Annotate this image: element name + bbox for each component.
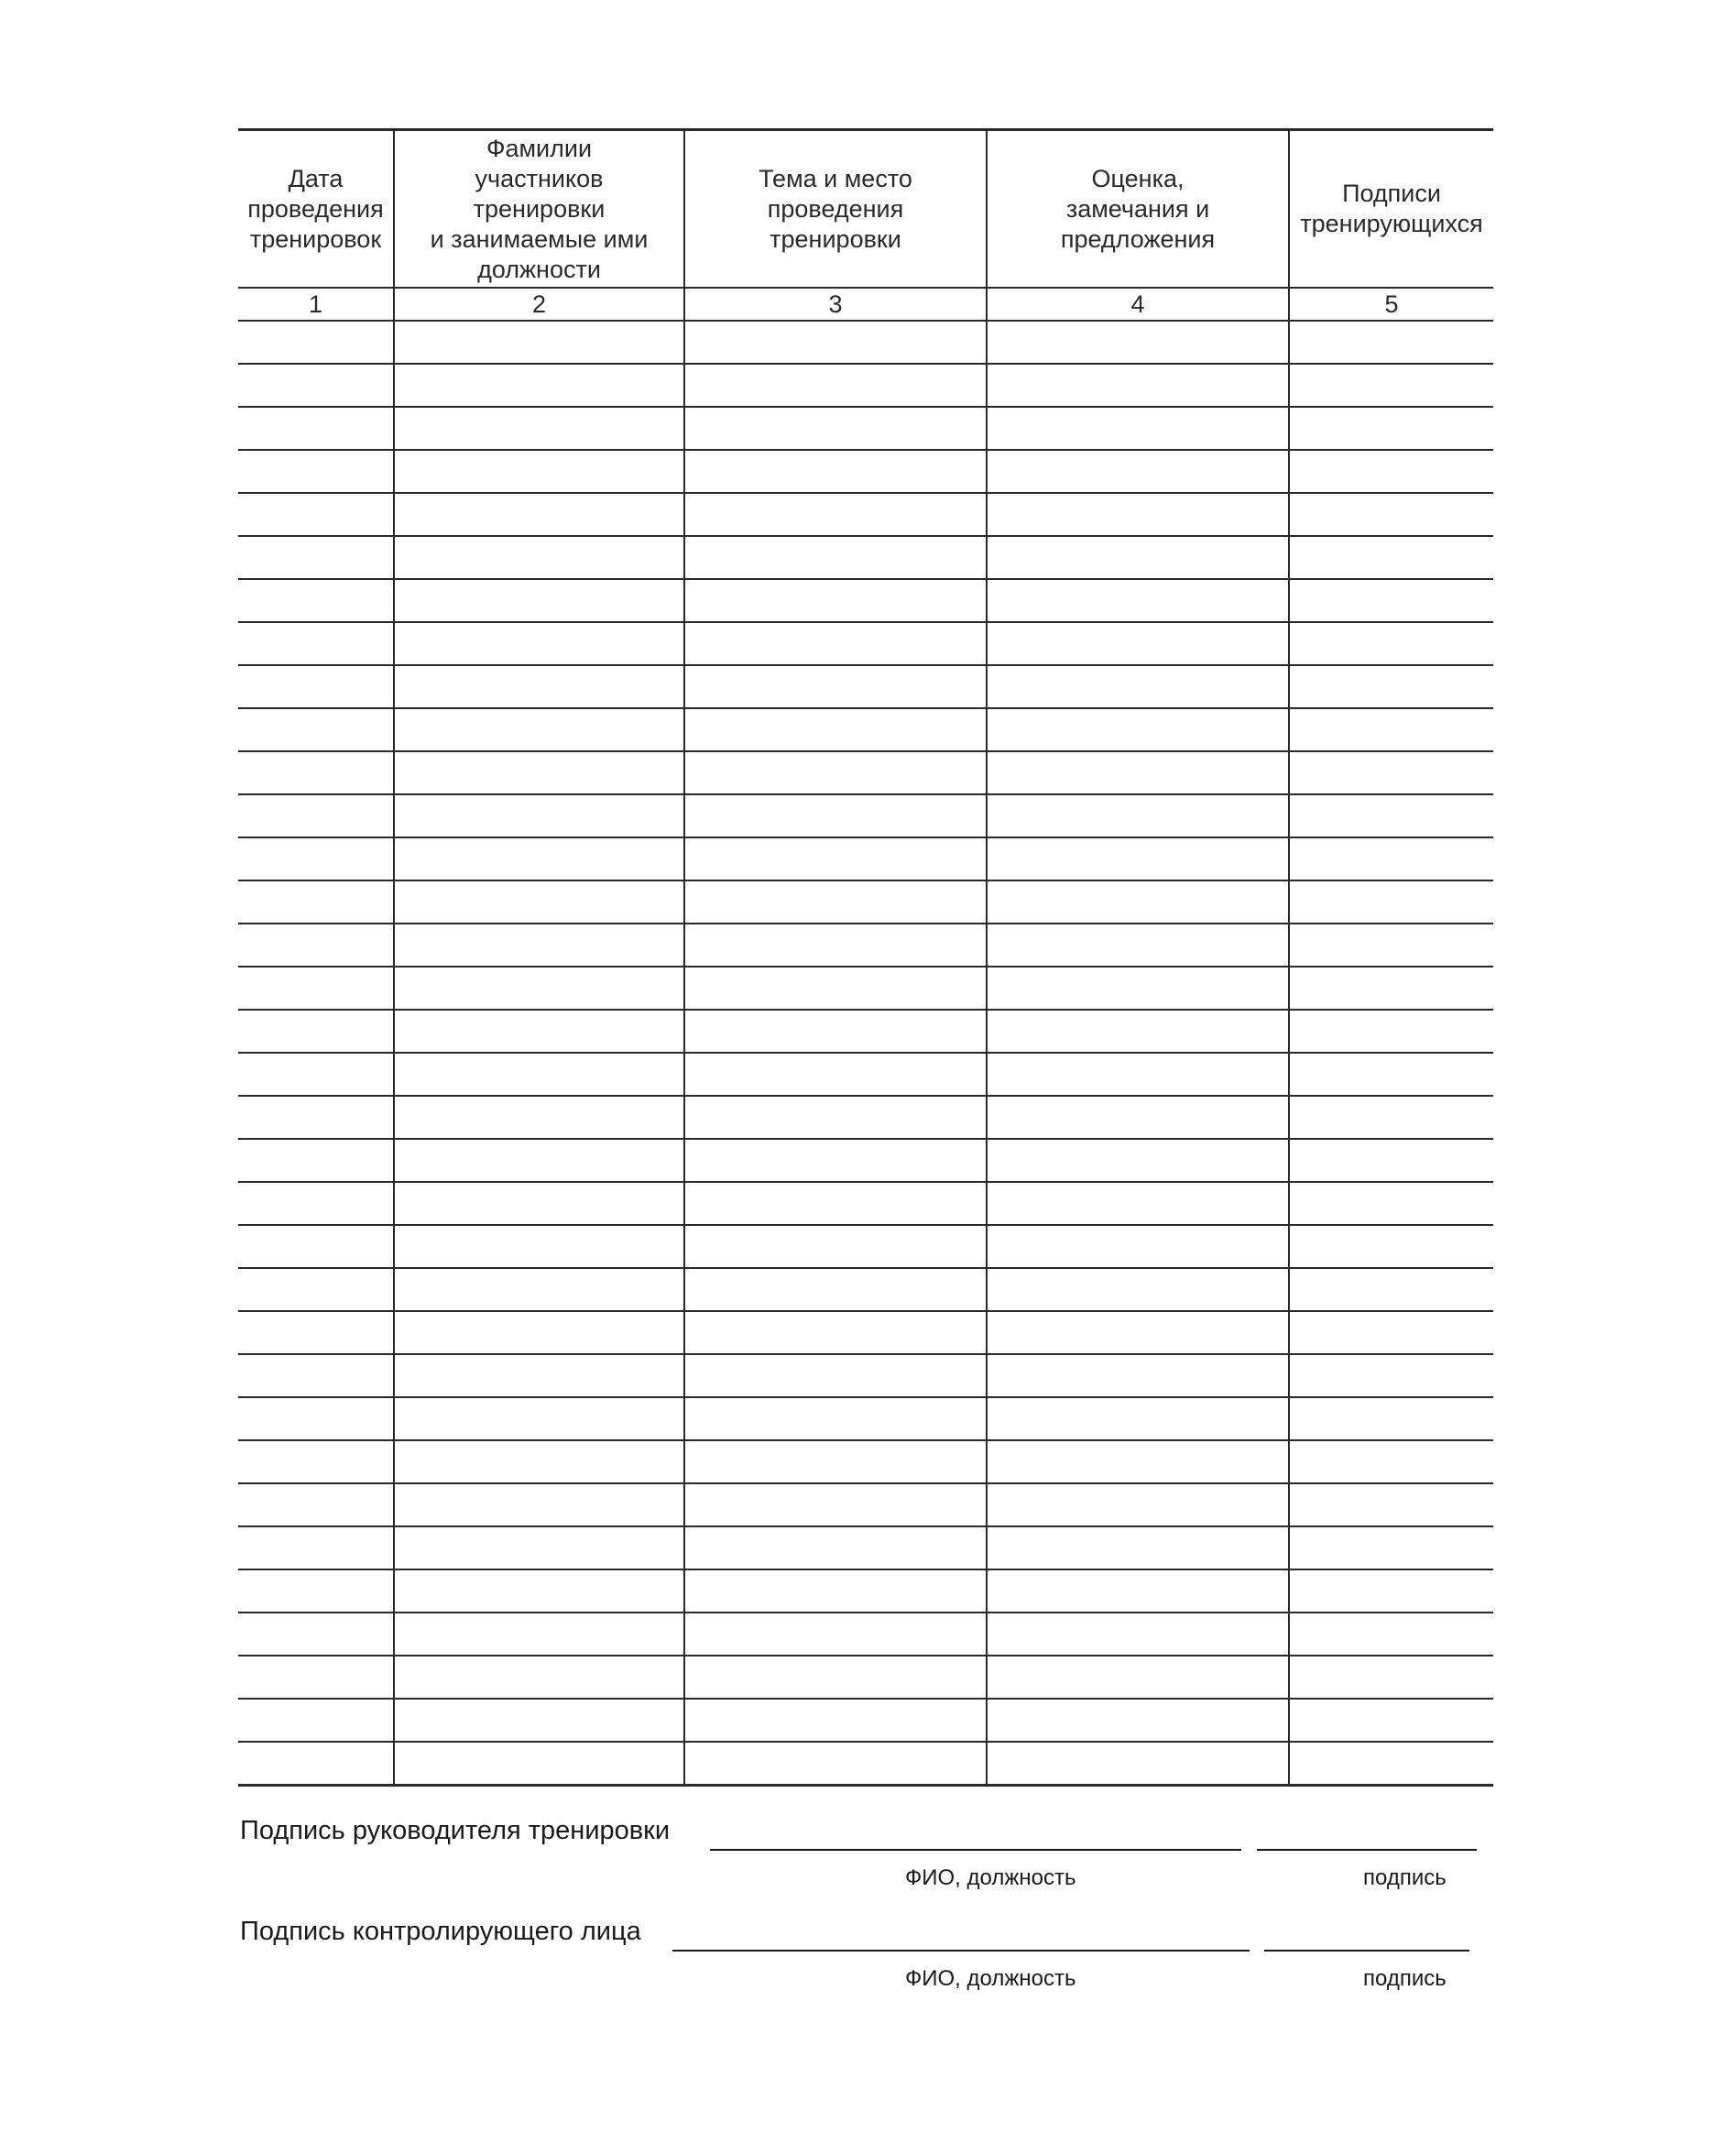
table-cell[interactable] <box>987 1096 1289 1139</box>
table-cell[interactable] <box>394 794 684 837</box>
table-cell[interactable] <box>987 364 1289 407</box>
table-cell[interactable] <box>1289 1656 1493 1699</box>
table-cell[interactable] <box>394 751 684 794</box>
table-cell[interactable] <box>1289 1742 1493 1786</box>
table-cell[interactable] <box>684 1053 987 1096</box>
table-cell[interactable] <box>238 794 394 837</box>
table-cell[interactable] <box>1289 1311 1493 1354</box>
table-cell[interactable] <box>394 1742 684 1786</box>
leader-signature-label: Подпись руководителя тренировки <box>240 1816 671 1845</box>
table-body <box>238 321 1493 1786</box>
leader-signature-line[interactable] <box>1257 1849 1477 1851</box>
table-cell[interactable] <box>394 1053 684 1096</box>
table-cell[interactable] <box>987 1354 1289 1397</box>
table-cell[interactable] <box>987 1483 1289 1526</box>
table-cell[interactable] <box>1289 579 1493 622</box>
controller-signature-caption: подпись <box>1363 1966 1447 1991</box>
table-cell[interactable] <box>1289 924 1493 967</box>
table-cell[interactable] <box>394 1483 684 1526</box>
table-row <box>238 1225 1493 1268</box>
table-cell[interactable] <box>238 1311 394 1354</box>
table-cell[interactable] <box>238 364 394 407</box>
table-row <box>238 1311 1493 1354</box>
controller-name-line[interactable] <box>672 1950 1250 1952</box>
table-cell[interactable] <box>987 579 1289 622</box>
table-cell[interactable] <box>394 622 684 665</box>
table-cell[interactable] <box>238 1225 394 1268</box>
table-cell[interactable] <box>684 1613 987 1656</box>
table-cell[interactable] <box>394 1096 684 1139</box>
table-cell[interactable] <box>1289 1268 1493 1311</box>
table-cell[interactable] <box>684 1483 987 1526</box>
table-cell[interactable] <box>238 924 394 967</box>
leader-name-line[interactable] <box>710 1849 1241 1851</box>
table-cell[interactable] <box>394 1699 684 1742</box>
table-cell[interactable] <box>394 1397 684 1440</box>
table-cell[interactable] <box>394 364 684 407</box>
table-cell[interactable] <box>238 1526 394 1569</box>
table-header-row <box>238 130 1493 289</box>
table-cell[interactable] <box>394 493 684 536</box>
table-cell[interactable] <box>394 1311 684 1354</box>
table-cell[interactable] <box>684 407 987 450</box>
table-cell[interactable] <box>1289 1053 1493 1096</box>
table-cell[interactable] <box>684 493 987 536</box>
table-cell[interactable] <box>987 1053 1289 1096</box>
table-cell[interactable] <box>1289 751 1493 794</box>
table-cell[interactable] <box>394 1010 684 1053</box>
table-cell[interactable] <box>238 665 394 708</box>
table-cell[interactable] <box>684 1139 987 1182</box>
table-cell[interactable] <box>394 708 684 751</box>
table-cell[interactable] <box>238 880 394 924</box>
table-cell[interactable] <box>394 450 684 493</box>
table-cell[interactable] <box>684 536 987 579</box>
table-cell[interactable] <box>394 1225 684 1268</box>
table-cell[interactable] <box>684 1268 987 1311</box>
table-cell[interactable] <box>238 450 394 493</box>
table-cell[interactable] <box>238 1483 394 1526</box>
table-row <box>238 708 1493 751</box>
table-cell[interactable] <box>987 450 1289 493</box>
table-cell[interactable] <box>987 924 1289 967</box>
header-trainee-signatures: Подписи тренирующихся <box>1289 130 1493 289</box>
table-cell[interactable] <box>684 751 987 794</box>
table-cell[interactable] <box>987 536 1289 579</box>
table-cell[interactable] <box>684 1440 987 1483</box>
table-cell[interactable] <box>394 321 684 364</box>
table-row <box>238 321 1493 364</box>
table-row <box>238 1569 1493 1613</box>
table-cell[interactable] <box>684 794 987 837</box>
table-cell[interactable] <box>1289 1010 1493 1053</box>
table-row <box>238 1656 1493 1699</box>
leader-signature-caption: подпись <box>1363 1865 1447 1890</box>
table-row <box>238 407 1493 450</box>
table-cell[interactable] <box>987 1613 1289 1656</box>
table-row <box>238 794 1493 837</box>
table-cell[interactable] <box>394 1440 684 1483</box>
table-cell[interactable] <box>987 1182 1289 1225</box>
table-cell[interactable] <box>1289 1440 1493 1483</box>
table-row <box>238 1440 1493 1483</box>
table-row <box>238 1010 1493 1053</box>
table-cell[interactable] <box>987 751 1289 794</box>
table-cell[interactable] <box>1289 1699 1493 1742</box>
table-cell[interactable] <box>684 450 987 493</box>
table-row <box>238 1397 1493 1440</box>
table-cell[interactable] <box>1289 493 1493 536</box>
table-cell[interactable] <box>394 1569 684 1613</box>
table-row <box>238 450 1493 493</box>
table-cell[interactable] <box>684 321 987 364</box>
table-cell[interactable] <box>1289 1225 1493 1268</box>
table-cell[interactable] <box>1289 622 1493 665</box>
table-cell[interactable] <box>1289 794 1493 837</box>
table-cell[interactable] <box>238 967 394 1010</box>
table-row <box>238 493 1493 536</box>
table-row <box>238 536 1493 579</box>
table-cell[interactable] <box>1289 880 1493 924</box>
table-row <box>238 837 1493 880</box>
table-cell[interactable] <box>238 321 394 364</box>
controller-signature-label: Подпись контролирующего лица <box>240 1917 641 1946</box>
table-cell[interactable] <box>1289 1354 1493 1397</box>
header-assessment: Оценка, замечания и предложения <box>987 130 1289 289</box>
table-row <box>238 622 1493 665</box>
table-cell[interactable] <box>684 1526 987 1569</box>
table-cell[interactable] <box>684 1225 987 1268</box>
table-row <box>238 1268 1493 1311</box>
table-cell[interactable] <box>684 1569 987 1613</box>
table-cell[interactable] <box>684 708 987 751</box>
table-cell[interactable] <box>238 1569 394 1613</box>
table-cell[interactable] <box>684 579 987 622</box>
table-cell[interactable] <box>394 536 684 579</box>
table-cell[interactable] <box>987 407 1289 450</box>
table-cell[interactable] <box>987 1656 1289 1699</box>
table-cell[interactable] <box>987 1569 1289 1613</box>
table-cell[interactable] <box>987 880 1289 924</box>
table-cell[interactable] <box>1289 1483 1493 1526</box>
table-cell[interactable] <box>684 364 987 407</box>
table-row <box>238 924 1493 967</box>
table-cell[interactable] <box>394 579 684 622</box>
table-cell[interactable] <box>987 1225 1289 1268</box>
table-cell[interactable] <box>238 1096 394 1139</box>
table-cell[interactable] <box>394 1182 684 1225</box>
table-cell[interactable] <box>684 622 987 665</box>
table-cell[interactable] <box>684 1354 987 1397</box>
table-cell[interactable] <box>987 665 1289 708</box>
training-log-table <box>238 128 1493 1787</box>
table-cell[interactable] <box>1289 1096 1493 1139</box>
table-cell[interactable] <box>987 837 1289 880</box>
table-cell[interactable] <box>1289 1397 1493 1440</box>
table-row <box>238 1526 1493 1569</box>
column-number: 4 <box>987 288 1289 321</box>
table-cell[interactable] <box>987 1139 1289 1182</box>
table-cell[interactable] <box>394 1526 684 1569</box>
table-cell[interactable] <box>684 665 987 708</box>
table-row <box>238 665 1493 708</box>
table-cell[interactable] <box>684 924 987 967</box>
table-cell[interactable] <box>684 1656 987 1699</box>
table-cell[interactable] <box>394 880 684 924</box>
column-number: 2 <box>394 288 684 321</box>
table-cell[interactable] <box>684 1397 987 1440</box>
table-cell[interactable] <box>987 1440 1289 1483</box>
table-row <box>238 751 1493 794</box>
table-cell[interactable] <box>238 1613 394 1656</box>
table-row <box>238 364 1493 407</box>
table-cell[interactable] <box>987 1010 1289 1053</box>
table-cell[interactable] <box>238 407 394 450</box>
table-cell[interactable] <box>238 579 394 622</box>
table-row <box>238 1483 1493 1526</box>
table-cell[interactable] <box>238 1699 394 1742</box>
table-row <box>238 1053 1493 1096</box>
table-cell[interactable] <box>1289 967 1493 1010</box>
table-cell[interactable] <box>394 1613 684 1656</box>
table-row <box>238 1354 1493 1397</box>
table-cell[interactable] <box>987 708 1289 751</box>
table-cell[interactable] <box>987 1699 1289 1742</box>
table-cell[interactable] <box>238 1053 394 1096</box>
table-cell[interactable] <box>684 880 987 924</box>
table-cell[interactable] <box>1289 321 1493 364</box>
table-cell[interactable] <box>1289 665 1493 708</box>
header-date: Дата проведения тренировок <box>238 130 394 289</box>
table-cell[interactable] <box>394 407 684 450</box>
controller-signature-line[interactable] <box>1264 1950 1469 1952</box>
table-cell[interactable] <box>394 967 684 1010</box>
table-cell[interactable] <box>1289 1569 1493 1613</box>
table-cell[interactable] <box>394 1139 684 1182</box>
table-cell[interactable] <box>238 622 394 665</box>
table-cell[interactable] <box>684 1742 987 1786</box>
table-cell[interactable] <box>394 1354 684 1397</box>
table-row <box>238 579 1493 622</box>
table-cell[interactable] <box>987 967 1289 1010</box>
table-cell[interactable] <box>1289 837 1493 880</box>
table-cell[interactable] <box>1289 1613 1493 1656</box>
table-cell[interactable] <box>238 1182 394 1225</box>
table-cell[interactable] <box>238 1656 394 1699</box>
table-cell[interactable] <box>394 665 684 708</box>
table-row <box>238 1613 1493 1656</box>
table-cell[interactable] <box>1289 1139 1493 1182</box>
table-cell[interactable] <box>1289 1182 1493 1225</box>
table-cell[interactable] <box>684 1699 987 1742</box>
table-cell[interactable] <box>238 1354 394 1397</box>
header-participants: Фамилии участников тренировки и занимаемые ими должности <box>394 130 684 289</box>
table-cell[interactable] <box>987 1311 1289 1354</box>
column-number: 3 <box>684 288 987 321</box>
table-row <box>238 1699 1493 1742</box>
table-cell[interactable] <box>238 751 394 794</box>
table-row <box>238 1182 1493 1225</box>
table-row <box>238 880 1493 924</box>
table-cell[interactable] <box>1289 407 1493 450</box>
table-cell[interactable] <box>1289 450 1493 493</box>
table-cell[interactable] <box>394 924 684 967</box>
table-cell[interactable] <box>987 493 1289 536</box>
table-cell[interactable] <box>684 837 987 880</box>
table-cell[interactable] <box>987 794 1289 837</box>
table-cell[interactable] <box>1289 708 1493 751</box>
table-cell[interactable] <box>987 1742 1289 1786</box>
table-cell[interactable] <box>684 967 987 1010</box>
column-number: 5 <box>1289 288 1493 321</box>
table-cell[interactable] <box>238 536 394 579</box>
table-cell[interactable] <box>987 1526 1289 1569</box>
table-cell[interactable] <box>684 1311 987 1354</box>
table-cell[interactable] <box>238 837 394 880</box>
table-cell[interactable] <box>238 1268 394 1311</box>
table-cell[interactable] <box>394 1268 684 1311</box>
table-row <box>238 967 1493 1010</box>
table-cell[interactable] <box>238 1742 394 1786</box>
column-number: 1 <box>238 288 394 321</box>
table-cell[interactable] <box>394 1656 684 1699</box>
table-cell[interactable] <box>987 1268 1289 1311</box>
controller-name-caption: ФИО, должность <box>905 1966 1076 1991</box>
table-cell[interactable] <box>238 1139 394 1182</box>
table-cell[interactable] <box>394 837 684 880</box>
leader-name-caption: ФИО, должность <box>905 1865 1076 1890</box>
table-cell[interactable] <box>238 1397 394 1440</box>
table-cell[interactable] <box>684 1010 987 1053</box>
header-topic-place: Тема и место проведения тренировки <box>684 130 987 289</box>
table-row <box>238 1139 1493 1182</box>
table-row <box>238 1742 1493 1786</box>
table-cell[interactable] <box>1289 364 1493 407</box>
table-cell[interactable] <box>1289 536 1493 579</box>
table-row <box>238 1096 1493 1139</box>
column-number-row <box>238 288 1493 321</box>
table-cell[interactable] <box>684 1182 987 1225</box>
table-cell[interactable] <box>987 321 1289 364</box>
table-cell[interactable] <box>987 1397 1289 1440</box>
table-cell[interactable] <box>238 708 394 751</box>
table-cell[interactable] <box>1289 1526 1493 1569</box>
table-cell[interactable] <box>987 622 1289 665</box>
table-cell[interactable] <box>684 1096 987 1139</box>
table-cell[interactable] <box>238 1440 394 1483</box>
table-cell[interactable] <box>238 1010 394 1053</box>
table-cell[interactable] <box>238 493 394 536</box>
